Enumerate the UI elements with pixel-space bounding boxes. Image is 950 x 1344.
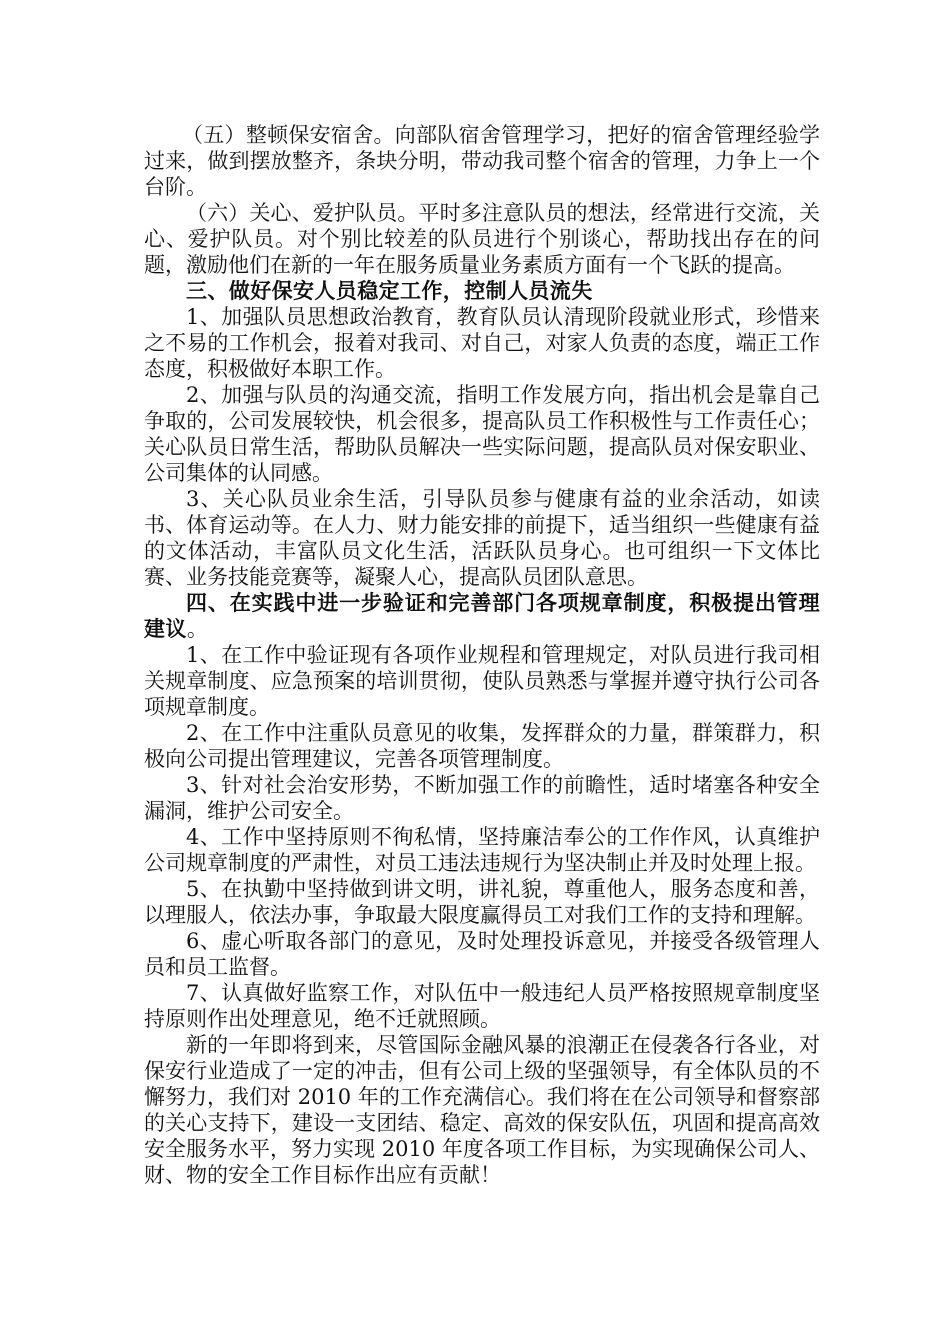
paragraph-conclusion: 新的一年即将到来，尽管国际金融风暴的浪潮正在侵袭各行各业，对保安行业造成了一定的冲击，但有公司上级的坚强领导，有全体队员的不懈努力，我们对 2010 年的工作充满信心。我们将在在公司领导和督察部的关心支持下，建设一支团结、稳定、高效的保安队伍，巩固和提高高效安全服务水平，努力实现 2010 年度各项工作目标，为实现确保公司人、财、物的安全工作目标作出应有贡献！ — [144, 1033, 820, 1187]
paragraph-3-2: 2、加强与队员的沟通交流，指明工作发展方向，指出机会是靠自己争取的，公司发展较快，机会很多，提高队员工作积极性与工作责任心；关心队员日常生活，帮助队员解决一些实际问题，提高队员对保安职业、公司集体的认同感。 — [144, 383, 820, 485]
document-body — [144, 122, 820, 1188]
section-heading-4 — [144, 590, 820, 642]
paragraph-4-1: 1、在工作中验证现有各项作业规程和管理规定，对队员进行我司相关规章制度、应急预案的培训贯彻，使队员熟悉与掌握并遵守执行公司各项规章制度。 — [144, 643, 820, 719]
paragraph-care-for-staff: （六）关心、爱护队员。平时多注意队员的想法，经常进行交流，关心、爱护队员。对个别比较差的队员进行个别谈心，帮助找出存在的问题，激励他们在新的一年在服务质量业务素质方面有一个飞跃的提高。 — [144, 201, 820, 277]
paragraph-dormitory: （五）整顿保安宿舍。向部队宿舍管理学习，把好的宿舍管理经验学过来，做到摆放整齐，条块分明，带动我司整个宿舍的管理，力争上一个台阶。 — [144, 123, 820, 199]
paragraph-4-5: 5、在执勤中坚持做到讲文明，讲礼貌，尊重他人，服务态度和善，以理服人，依法办事，争取最大限度赢得员工对我们工作的支持和理解。 — [144, 877, 820, 927]
section-heading-4-text: 四、在实践中进一步验证和完善部门各项规章制度，积极提出管理建议 — [144, 590, 820, 641]
paragraph-4-2: 2、在工作中注重队员意见的收集，发挥群众的力量，群策群力，积极向公司提出管理建议，完善各项管理制度。 — [144, 721, 820, 771]
section-heading-3: 三、做好保安人员稳定工作，控制人员流失 — [186, 278, 593, 303]
paragraph-3-3: 3、关心队员业余生活，引导队员参与健康有益的业余活动，如读书、体育运动等。在人力、财力能安排的前提下，适当组织一些健康有益的文体活动，丰富队员文化生活，活跃队员身心。也可组织一下文体比赛、业务技能竞赛等，凝聚人心，提高队员团队意思。 — [144, 487, 820, 589]
paragraph-4-3: 3、针对社会治安形势，不断加强工作的前瞻性，适时堵塞各种安全漏洞，维护公司安全。 — [144, 773, 820, 823]
paragraph-4-7: 7、认真做好监察工作，对队伍中一般违纪人员严格按照规章制度坚持原则作出处理意见，绝不迁就照顾。 — [144, 981, 820, 1031]
paragraph-4-6: 6、虚心听取各部门的意见，及时处理投诉意见，并接受各级管理人员和员工监督。 — [144, 929, 820, 979]
paragraph-4-4: 4、工作中坚持原则不徇私情，坚持廉洁奉公的工作作风，认真维护公司规章制度的严肃性，对员工违法违规行为坚决制止并及时处理上报。 — [144, 825, 820, 875]
paragraph-3-1: 1、加强队员思想政治教育，教育队员认清现阶段就业形式，珍惜来之不易的工作机会，报着对我司、对自己，对家人负责的态度，端正工作态度，积极做好本职工作。 — [144, 305, 820, 381]
section-heading-4-tail: 。 — [186, 617, 209, 641]
